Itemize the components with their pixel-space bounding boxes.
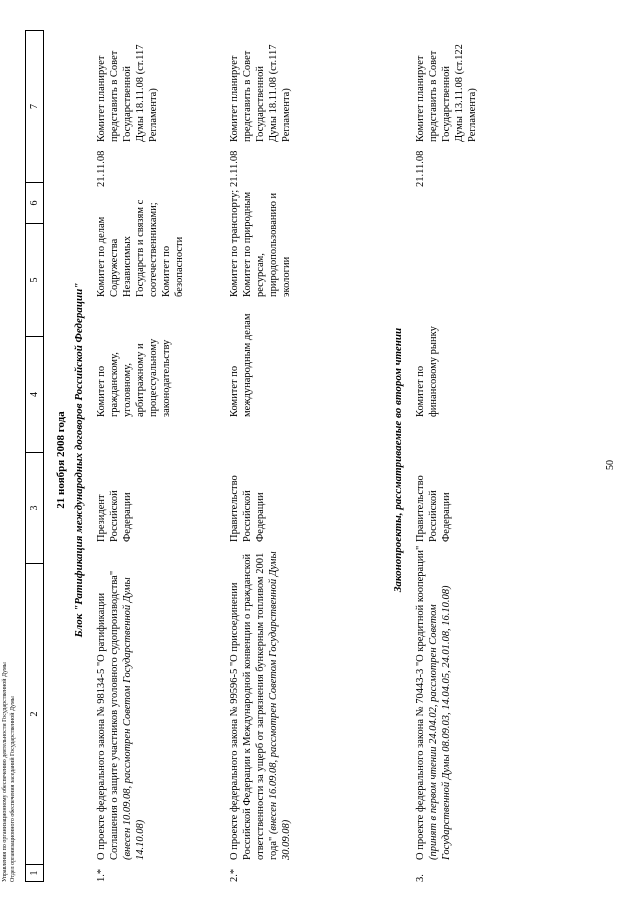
bill-note: (внесен 10.09.08, рассмотрен Советом Государственной Думы 14.10.08)	[122, 577, 146, 860]
action-note: Комитет планирует представить в Совет Государственной Думы 18.11.08 (ст.117 Регламента)	[96, 44, 159, 142]
bill-note: (принят в первом чтении 24.04.02, рассмотрен Советом Государственной Думы 08.09.03, 14.04.05, 24.01.08, 16.10.08)	[428, 585, 452, 860]
date: 21.11.08	[415, 150, 426, 187]
row-number: 1.*	[96, 868, 107, 882]
co-committee: Комитет по транспорту; Комитет по природным ресурсам, природопользованию и экологии	[229, 189, 292, 297]
footer-directorate: Управления по организационному обеспечению деятельности Государственной Думы	[2, 662, 8, 882]
responsible-committee: Комитет по международным делам	[229, 313, 253, 417]
bill-title: О проекте федерального закона № 70443-3 "О кредитной кооперации" (принят в первом чтении 24.04.02, рассмотрен Советом Государственной Думы 08.09.03, 14.04.05, 24.01.08, 16.10.08)	[415, 545, 452, 860]
action-note: Комитет планирует представить в Совет Государственной Думы 13.11.08 (ст.122 Регламента)	[415, 44, 478, 142]
footer-department: Отдел организационного обеспечения заседаний Государственной Думы	[10, 696, 16, 882]
initiator: Правительство Российской Федерации	[415, 475, 452, 542]
column-header: 5	[26, 224, 44, 337]
date: 21.11.08	[229, 150, 240, 187]
table-row	[228, 38, 398, 882]
responsible-committee: Комитет по гражданскому, уголовному, арбитражному и процессуальному законодательству	[96, 338, 172, 417]
page-number: 50	[605, 460, 616, 470]
responsible-committee: Комитет по финансовому рынку	[415, 326, 439, 417]
column-header: 3	[26, 453, 44, 564]
table-row	[414, 38, 584, 882]
bill-title: О проекте федерального закона № 99596-5 "О присоединении Российской Федерации к Международной конвенции о гражданской ответственности за ущерб от загрязнения бункерным топливом 2001 года" (внесен 16.09.08, рассмотрен Советом Государственной Думы 30.09.08)	[229, 551, 292, 860]
co-committee: Комитет по делам Содружества Независимых Государств и связям с соотечественниками; Комитет по безопасности	[96, 199, 185, 297]
section-heading-second-reading: Законопроекты, рассматриваемые во втором чтении	[392, 327, 404, 593]
row-number: 2.*	[229, 868, 240, 882]
column-header: 7	[26, 31, 44, 183]
row-number: 3.	[415, 874, 426, 882]
bill-note: (внесен 16.09.08, рассмотрен Советом Государственной Думы 30.09.08)	[268, 551, 292, 860]
column-header: 2	[26, 564, 44, 865]
date: 21.11.08	[96, 150, 107, 187]
column-header: 4	[26, 337, 44, 453]
initiator: Правительство Российской Федерации	[229, 475, 266, 542]
block-heading: Блок "Ратификация международных договоров Российской Федерации"	[73, 282, 85, 638]
column-header: 6	[26, 183, 44, 224]
bill-title: О проекте федерального закона № 98134-5 "О ратификации Соглашения о защите участников уголовного судопроизводства" (внесен 10.09.08, рассмотрен Советом Государственной Думы 14.10.08)	[96, 570, 146, 860]
column-header-table	[25, 30, 44, 882]
column-header: 1	[26, 865, 44, 882]
initiator: Президент Российской Федерации	[96, 490, 133, 542]
action-note: Комитет планирует представить в Совет Государственной Думы 18.11.08 (ст.117 Регламента)	[229, 44, 292, 142]
date-heading: 21 ноября 2008 года	[55, 411, 67, 509]
